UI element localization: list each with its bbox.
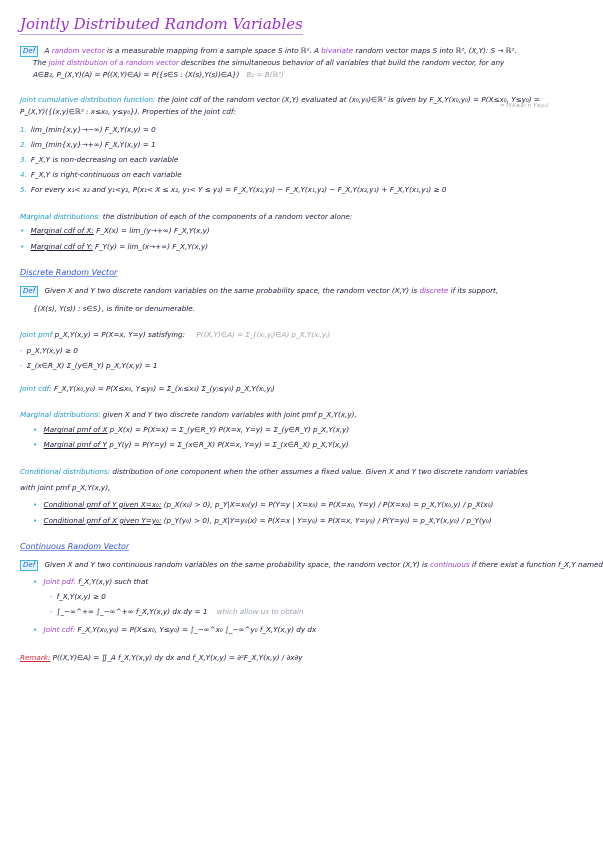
jcdf-definition-cont: P_(X,Y)({(x,y)∈ℝ² : x≤x₀, y≤y₀}). Properties of the joint cdf: [20, 106, 236, 116]
bullet-icon: - [50, 591, 53, 601]
joint-pdf: • Joint pdf: f_X,Y(x,y) such that [33, 576, 149, 586]
def-discrete: Def Given X and Y two discrete random variables on the same probability space, the random vector (X,Y) is discrete if its support, [20, 285, 582, 297]
jcdf-definition: Joint cumulative distribution function: the joint cdf of the random vector (X,Y) evaluated at (x₀,y₀)∈ℝ² is given by F_X,Y(x₀,y₀) = P(X≤x₀, Y≤y₀) = [20, 95, 540, 105]
discrete-conditional: Conditional distributions: distribution of one component when the other assumes a fixed value. Given X and Y two discrete random variables [20, 467, 528, 477]
def-joint-distribution-formula: A∈B₂, P_(X,Y)(A) = P((X,Y)∈A) = P({s∈S : (X(s),Y(s))∈A}) B₂ = B(ℝ²) [33, 69, 284, 79]
discrete-marginal: Marginal distributions: given X and Y two discrete random variables with joint pmf p_X,Y(x,y), [20, 409, 357, 419]
bullet-icon: • [33, 576, 38, 586]
pdf-note: which allow us to obtain [216, 606, 304, 616]
jcdf-property: 2. lim_(min{x,y}→+∞) F_X,Y(x,y) = 1 [20, 140, 156, 150]
jcdf-property: 3. F_X,Y is non-decreasing on each variable [20, 155, 179, 165]
bullet-icon: • [20, 241, 25, 251]
bullet-icon: - [20, 346, 23, 356]
jcdf-property: 5. For every x₁< x₂ and y₁<y₂, P(x₁< X ≤ x₂, y₁< Y ≤ y₂) = F_X,Y(x₂,y₂) − F_X,Y(x₁,y₂) − F_X,Y(x₂,y₁) + F_X,Y(x₁,y₁) ≥ 0 [20, 185, 447, 195]
term-joint-pdf: Joint pdf: [43, 576, 76, 586]
section-continuous: Continuous Random Vector [20, 541, 130, 551]
marginal-cdf-y: • Marginal cdf of Y: F_Y(y) = lim_(x→+∞) F_X,Y(x,y) [20, 241, 209, 251]
pdf-property: - ∫_−∞^+∞ ∫_−∞^+∞ f_X,Y(x,y) dx dy = 1 which allow us to obtain [50, 606, 304, 616]
bullet-icon: • [33, 624, 38, 634]
def-discrete-support: {(X(s), Y(s)) : s∈S}, is finite or denumerable. [33, 303, 195, 313]
def-random-vector: Def A random vector is a measurable mapping from a sample space S into ℝᵈ. A bivariate random vector maps S into ℝ², (X,Y): S → ℝ². [20, 45, 582, 57]
marginal-definition: Marginal distributions: the distribution of each of the components of a random vector alone: [20, 212, 353, 222]
pmf-property: - p_X,Y(x,y) ≥ 0 [20, 346, 78, 356]
marginal-pmf-y: • Marginal pmf of Y p_Y(y) = P(Y=y) = Σ_(x∈R_X) P(X=x, Y=y) = Σ_(x∈R_X) p_X,Y(x,y) [33, 440, 349, 450]
jcdf-property: 1. lim_(min{x,y}→−∞) F_X,Y(x,y) = 0 [20, 125, 156, 135]
jcdf-property: 4. F_X,Y is right-continuous on each variable [20, 170, 182, 180]
term-continuous: continuous [430, 559, 470, 569]
term-discrete: discrete [419, 285, 449, 295]
discrete-conditional-cont: with joint pmf p_X,Y(x,y), [20, 482, 111, 492]
def-joint-distribution: The joint distribution of a random vector describes the simultaneous behavior of all variables that build the random vector, for any [33, 58, 505, 67]
pmf-property: - Σ_(x∈R_X) Σ_(y∈R_Y) p_X,Y(x,y) = 1 [20, 361, 158, 371]
def-tag: Def [20, 46, 38, 57]
term-joint-distribution: joint distribution of a random vector [48, 58, 179, 67]
term-joint-cdf-discrete: Joint cdf: [20, 384, 52, 394]
term-marginal-distributions: Marginal distributions: [20, 212, 101, 222]
conditional-pmf-y: • Conditional pmf of Y given X=x₀: (p_X(x₀) > 0), p_Y|X=x₀(y) = P(Y=y | X=x₀) = P(X=x₀, Y=y) / P(X=x₀) = p_X,Y(x₀,y) / p_X(x₀) [33, 499, 494, 509]
jcdf-intersection-note: = P(X≤x₀ ∩ Y≤y₀) [500, 103, 549, 109]
marginal-pmf-x: • Marginal pmf of X p_X(x) = P(X=x) = Σ_(y∈R_Y) P(X=x, Y=y) = Σ_(y∈R_Y) p_X,Y(x,y) [33, 425, 350, 435]
bullet-icon: • [20, 225, 25, 235]
term-bivariate: bivariate [321, 46, 354, 55]
term-joint-cdf-continuous: Joint cdf: [43, 624, 76, 634]
pmf-probability-note: P((X,Y)∈A) = Σ_((xᵢ,yⱼ)∈A) p_X,Y(xᵢ,yⱼ) [196, 329, 331, 339]
bullet-icon: • [33, 515, 38, 525]
term-conditional-distributions: Conditional distributions: [20, 467, 111, 477]
continuous-joint-cdf: • Joint cdf: F_X,Y(x₀,y₀) = P(X≤x₀, Y≤y₀) = ∫_−∞^x₀ ∫_−∞^y₀ f_X,Y(x,y) dy dx [33, 624, 317, 634]
page-title: Jointly Distributed Random Variables [20, 15, 303, 33]
remark: Remark: P((X,Y)∈A) = ∬_A f_X,Y(x,y) dy dx and f_X,Y(x,y) = ∂²F_X,Y(x,y) / ∂x∂y [20, 652, 303, 662]
def-continuous: Def Given X and Y two continuous random variables on the same probability space, the random vector (X,Y) is continuous if there exist a function f_X,Y named [20, 559, 582, 571]
borel-note: B₂ = B(ℝ²) [246, 69, 284, 79]
jcdf-properties [20, 122, 582, 197]
bullet-icon: • [33, 440, 38, 450]
term-random-vector: random vector [51, 46, 105, 55]
def-tag: Def [20, 286, 38, 297]
term-joint-cdf: Joint cumulative distribution function: [20, 95, 156, 105]
bullet-icon: • [33, 425, 38, 435]
term-joint-pmf: Joint pmf [20, 329, 53, 339]
bullet-icon: • [33, 499, 38, 509]
discrete-joint-cdf: Joint cdf: F_X,Y(x₀,y₀) = P(X≤x₀, Y≤y₀) = Σ_(xᵢ≤x₀) Σ_(yⱼ≤y₀) p_X,Y(xᵢ,yⱼ) [20, 384, 275, 394]
pdf-property: - f_X,Y(x,y) ≥ 0 [50, 591, 106, 601]
section-discrete: Discrete Random Vector [20, 267, 118, 277]
conditional-pmf-x: • Conditional pmf of X given Y=y₀: (p_Y(y₀) > 0), p_X|Y=y₀(x) = P(X=x | Y=y₀) = P(X=x, Y=y₀) / P(Y=y₀) = p_X,Y(x,y₀) / p_Y(y₀) [33, 515, 492, 525]
joint-pmf: Joint pmf p_X,Y(x,y) = P(X=x, Y=y) satisfying: P((X,Y)∈A) = Σ_((xᵢ,yⱼ)∈A) p_X,Y(xᵢ,yⱼ) [20, 329, 331, 339]
term-remark: Remark: [20, 652, 51, 662]
def-tag: Def [20, 560, 38, 571]
bullet-icon: - [20, 361, 23, 371]
term-marginal-discrete: Marginal distributions: [20, 409, 101, 419]
marginal-cdf-x: • Marginal cdf of X: F_X(x) = lim_(y→+∞) F_X,Y(x,y) [20, 225, 210, 235]
bullet-icon: - [50, 606, 53, 616]
